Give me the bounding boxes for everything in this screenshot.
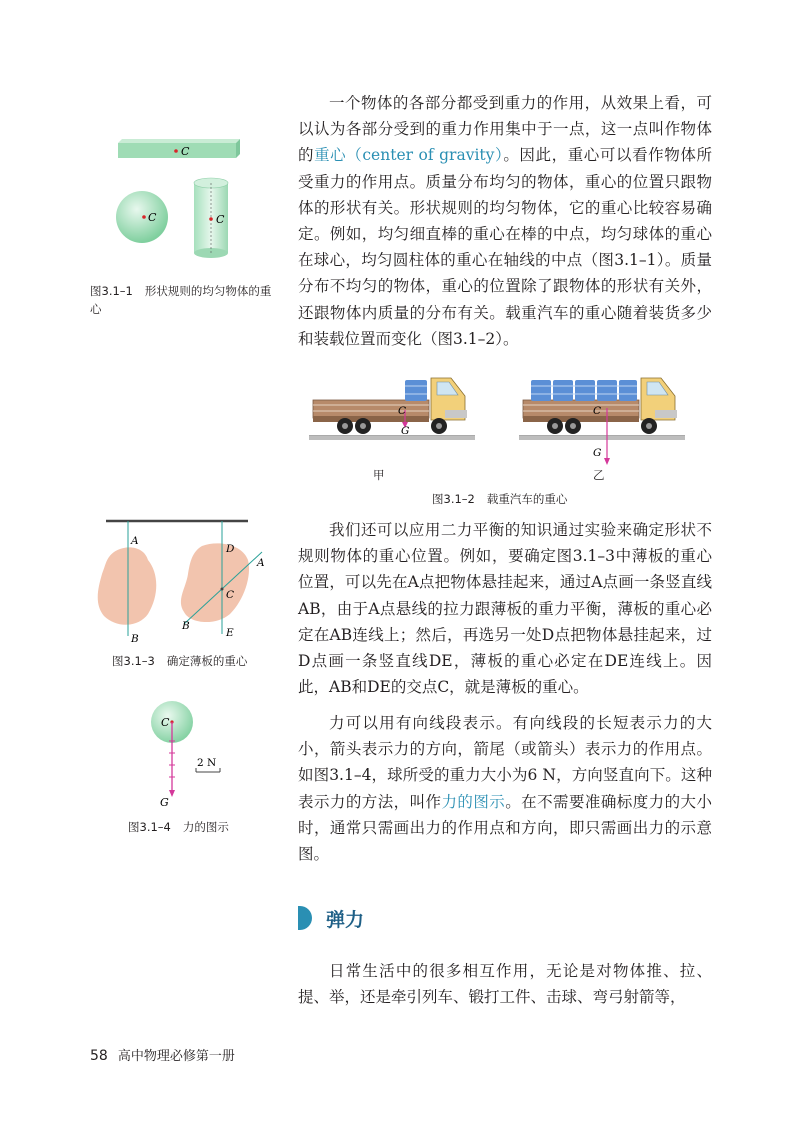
fig3-label-b-right: B: [182, 620, 190, 632]
truck-left: [309, 378, 475, 440]
figure-force-diagram: [140, 700, 250, 810]
p2-text: 我们还可以应用二力平衡的知识通过实验来确定形状不规则物体的重心位置。例如，要确定图3.1–3中薄板的重心位置，可以先在A点把物体悬挂起来，通过A点画一条竖直线AB，由于A点悬线的拉力跟薄板的重力平衡，薄板的重心必定在AB连线上；然后，再选另一处D点把物体悬挂起来，过D点画一条竖直线DE，薄板的重心必定在DE连线上。因此，AB和DE的交点C，就是薄板的重心。: [298, 521, 712, 697]
term-force-diagram: 力的图示: [441, 792, 506, 811]
fig4-label-g: G: [160, 796, 169, 809]
p4-text: 日常生活中的很多相互作用，无论是对物体推、拉、提、举，还是牵引列车、锻打工件、击球、弯弓射箭等，: [298, 962, 712, 1007]
figure4-caption: [128, 818, 229, 836]
section-heading-elastic-force: [298, 904, 364, 932]
figure3-number: 图3.1–3: [112, 654, 155, 668]
fig3-label-a-right: A: [257, 557, 265, 569]
figure3-caption-text: 确定薄板的重心: [166, 654, 248, 668]
sphere-shape: [116, 191, 168, 243]
figure2-caption: [432, 490, 567, 508]
fig2-label-right: 乙: [593, 468, 605, 482]
fig2-label-left: 甲: [373, 468, 385, 482]
figure-loaded-trucks: [305, 372, 705, 470]
p1-text-before: 一个物体的各部分都受到重力的作用，从效果上看，可以认为各部分受到的重力作用集中于一点，这一点叫作物体的: [298, 94, 712, 165]
fig3-label-d: D: [226, 543, 235, 555]
figure2-caption-text: 载重汽车的重心: [486, 492, 568, 506]
book-title: 高中物理必修第一册: [117, 1049, 235, 1064]
plate-right: [181, 521, 262, 634]
term-center-of-gravity: 重心: [314, 146, 347, 165]
figure4-caption-text: 力的图示: [182, 820, 229, 834]
fig2-label-c-right: C: [593, 405, 602, 417]
p3-text-after: 。在不需要准确标度力的大小时，通常只需画出力的作用点和方向，即只需画出力的示意图。: [298, 792, 712, 864]
fig3-label-a-left: A: [131, 535, 139, 547]
fig1-label-c-sphere: C: [148, 211, 157, 224]
paragraph-suspension-method: [298, 517, 712, 700]
fig1-label-c-rod: C: [181, 145, 190, 158]
fig1-label-c-cylinder: C: [216, 213, 225, 226]
figure1-number: 图3.1–1: [90, 284, 133, 298]
fig3-label-b-left: B: [131, 633, 139, 645]
figure4-number: 图3.1–4: [128, 820, 171, 834]
p3-text-before: 力可以用有向线段表示。有向线段的长短表示力的大小，箭头表示力的方向，箭尾（或箭头）表示力的作用点。如图3.1–4，球所受的重力大小为6 N，方向竖直向下。这种表示力的方法，叫作: [298, 714, 712, 811]
rod-shape: [118, 139, 240, 158]
figure3-caption: [112, 652, 247, 670]
fig2-label-c-left: C: [398, 405, 407, 417]
fig3-label-e: E: [226, 627, 234, 639]
fig2-label-g-left: G: [401, 425, 410, 437]
fig4-label-c: C: [161, 716, 170, 729]
paragraph-daily-interactions: [298, 958, 712, 1010]
section-marker: [298, 906, 312, 930]
page-number: 58: [90, 1048, 108, 1064]
p1-text-after: 。因此，重心可以看作物体所受重力的作用点。质量分布均匀的物体，重心的位置只跟物体的形状有关。形状规则的均匀物体，它的重心比较容易确定。例如，均匀细直棒的重心在棒的中点，均匀球体的重心在球心，均匀圆柱体的重心在轴线的中点（图3.1–1）。质量分布不均匀的物体，重心的位置除了跟物体的形状有关外，还跟物体内质量的分布有关。载重汽车的重心随着装货多少和装载位置而变化（图3.1–2）。: [298, 146, 712, 348]
paragraph-center-of-gravity: [298, 90, 712, 352]
truck-right: [519, 378, 685, 465]
fig2-label-g-right: G: [593, 447, 602, 459]
figure-regular-objects: [112, 135, 252, 265]
page-footer: [90, 1045, 235, 1064]
fig4-scale-label: 2 N: [197, 757, 217, 769]
plate-left: [98, 521, 157, 636]
figure-irregular-plate: [92, 516, 265, 646]
figure2-number: 图3.1–2: [432, 492, 475, 506]
figure1-caption: [90, 282, 280, 318]
section-title: 弹力: [326, 908, 365, 931]
term-center-of-gravity-en: （center of gravity）: [346, 146, 504, 165]
paragraph-force-representation: [298, 710, 712, 867]
fig3-label-c: C: [226, 589, 235, 601]
figure1-caption-text: 形状规则的均匀物体的重心: [90, 284, 272, 316]
